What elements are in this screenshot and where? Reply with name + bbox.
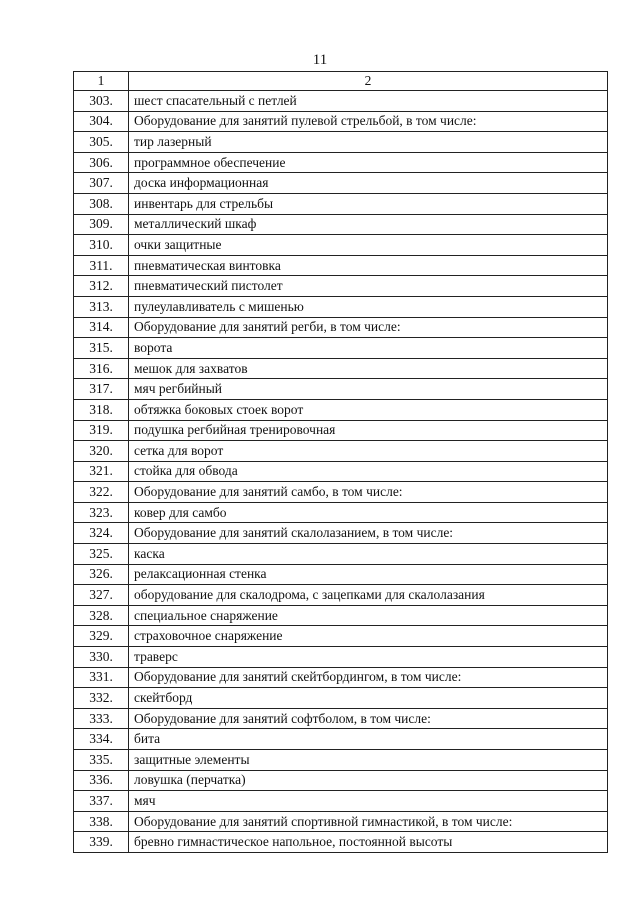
table-row [74,605,608,626]
row-item-name: мешок для захватов [129,358,608,379]
row-item-name: программное обеспечение [129,152,608,173]
row-item-name: страховочное снаряжение [129,626,608,647]
row-item-name: Оборудование для занятий самбо, в том числе: [129,482,608,503]
row-item-name: пневматическая винтовка [129,255,608,276]
table-row [74,585,608,606]
row-number: 330. [74,647,129,668]
row-number: 321. [74,461,129,482]
header-col-1: 1 [74,72,129,91]
row-number: 335. [74,750,129,771]
row-item-name: ловушка (перчатка) [129,770,608,791]
table-row [74,399,608,420]
row-number: 332. [74,688,129,709]
table-row [74,379,608,400]
row-item-name: защитные элементы [129,750,608,771]
row-number: 311. [74,255,129,276]
row-number: 336. [74,770,129,791]
row-item-name: мяч регбийный [129,379,608,400]
row-number: 307. [74,173,129,194]
table-header-row [74,72,608,91]
row-number: 331. [74,667,129,688]
table-row [74,152,608,173]
row-number: 320. [74,441,129,462]
row-number: 310. [74,235,129,256]
table-row [74,626,608,647]
row-item-name: пулеулавливатель с мишенью [129,296,608,317]
row-item-name: Оборудование для занятий регби, в том числе: [129,317,608,338]
table-row [74,461,608,482]
table-row [74,729,608,750]
table-row [74,523,608,544]
row-number: 313. [74,296,129,317]
table-row [74,338,608,359]
row-number: 319. [74,420,129,441]
row-item-name: тир лазерный [129,132,608,153]
table-row [74,770,608,791]
row-number: 305. [74,132,129,153]
row-number: 324. [74,523,129,544]
table-row [74,708,608,729]
row-number: 304. [74,111,129,132]
row-number: 339. [74,832,129,853]
row-number: 334. [74,729,129,750]
equipment-table [73,71,608,853]
row-item-name: Оборудование для занятий спортивной гимнастикой, в том числе: [129,811,608,832]
row-number: 316. [74,358,129,379]
table-row [74,482,608,503]
row-item-name: подушка регбийная тренировочная [129,420,608,441]
table-row [74,688,608,709]
table-row [74,91,608,112]
table-row [74,317,608,338]
row-item-name: бита [129,729,608,750]
row-item-name: очки защитные [129,235,608,256]
row-item-name: Оборудование для занятий скалолазанием, в том числе: [129,523,608,544]
row-number: 308. [74,193,129,214]
row-number: 333. [74,708,129,729]
table-row [74,111,608,132]
row-number: 325. [74,544,129,565]
row-item-name: траверс [129,647,608,668]
row-number: 328. [74,605,129,626]
table-row [74,647,608,668]
table-row [74,544,608,565]
row-item-name: Оборудование для занятий пулевой стрельбой, в том числе: [129,111,608,132]
table-row [74,255,608,276]
table-row [74,667,608,688]
row-item-name: ворота [129,338,608,359]
table-row [74,564,608,585]
table-row [74,791,608,812]
table-row [74,235,608,256]
table-row [74,420,608,441]
table-row [74,214,608,235]
row-item-name: Оборудование для занятий скейтбордингом, в том числе: [129,667,608,688]
row-number: 327. [74,585,129,606]
row-item-name: сетка для ворот [129,441,608,462]
row-number: 306. [74,152,129,173]
row-item-name: инвентарь для стрельбы [129,193,608,214]
row-number: 323. [74,502,129,523]
header-col-2: 2 [129,72,608,91]
table-row [74,750,608,771]
table-row [74,358,608,379]
row-number: 326. [74,564,129,585]
row-number: 318. [74,399,129,420]
table-row [74,173,608,194]
table-body [74,72,608,853]
row-item-name: шест спасательный с петлей [129,91,608,112]
row-item-name: специальное снаряжение [129,605,608,626]
row-number: 312. [74,276,129,297]
row-item-name: оборудование для скалодрома, с зацепками для скалолазания [129,585,608,606]
row-number: 338. [74,811,129,832]
row-number: 337. [74,791,129,812]
row-item-name: доска информационная [129,173,608,194]
row-number: 303. [74,91,129,112]
row-item-name: металлический шкаф [129,214,608,235]
table-row [74,502,608,523]
table-row [74,193,608,214]
row-number: 317. [74,379,129,400]
row-item-name: бревно гимнастическое напольное, постоянной высоты [129,832,608,853]
table-row [74,276,608,297]
row-item-name: ковер для самбо [129,502,608,523]
table-row [74,832,608,853]
page-number: 11 [312,52,328,68]
row-item-name: пневматический пистолет [129,276,608,297]
row-item-name: мяч [129,791,608,812]
table-row [74,296,608,317]
row-item-name: релаксационная стенка [129,564,608,585]
row-item-name: Оборудование для занятий софтболом, в том числе: [129,708,608,729]
row-item-name: скейтборд [129,688,608,709]
row-number: 314. [74,317,129,338]
table-row [74,441,608,462]
row-item-name: стойка для обвода [129,461,608,482]
table-row [74,811,608,832]
table-row [74,132,608,153]
row-item-name: каска [129,544,608,565]
row-number: 322. [74,482,129,503]
row-item-name: обтяжка боковых стоек ворот [129,399,608,420]
row-number: 309. [74,214,129,235]
row-number: 329. [74,626,129,647]
row-number: 315. [74,338,129,359]
